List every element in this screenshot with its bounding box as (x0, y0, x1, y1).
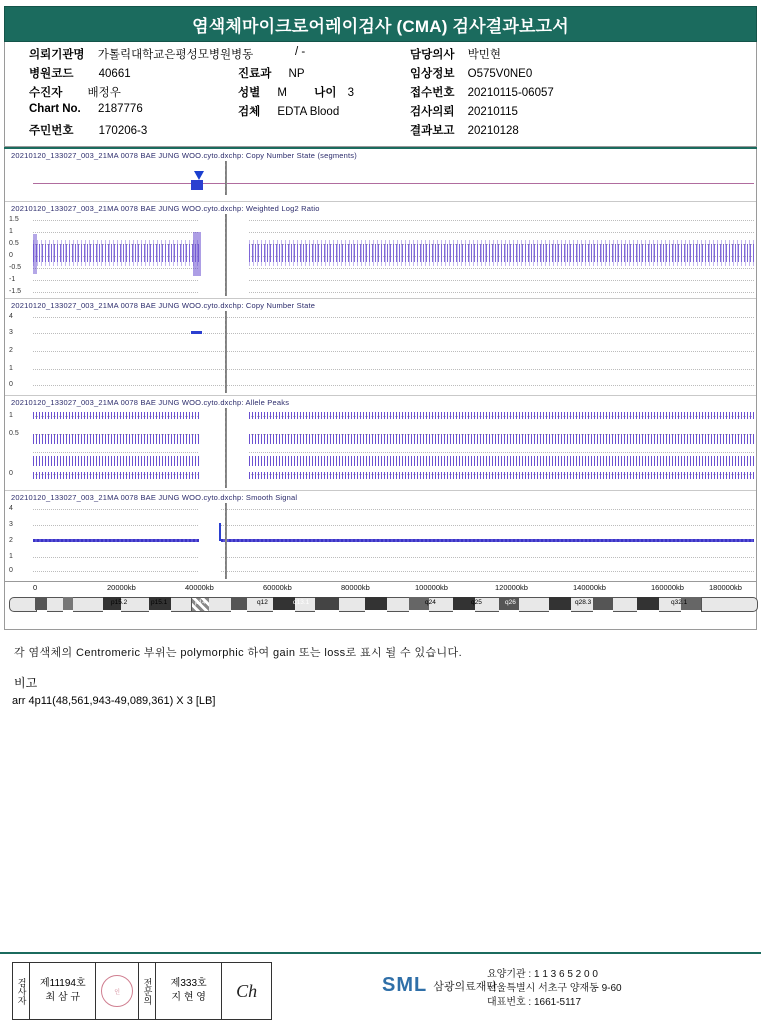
clinical-info-label: 임상정보 (410, 68, 455, 80)
panel-allele-peaks (5, 396, 756, 491)
panel-title-cn-segments: 20210120_133027_003_21MA 0078 BAE JUNG WOO.cyto.dxchp: Copy Number State (segments) (11, 151, 357, 160)
hospital-code-label: 병원코드 (29, 68, 74, 80)
institution-slash: / - (295, 46, 306, 58)
xtick-3: 60000kb (263, 583, 292, 592)
remark-label: 비고 (14, 676, 38, 690)
plot-allele (5, 408, 756, 488)
department-value: NP (288, 68, 305, 80)
specimen-label: 검체 (238, 106, 261, 118)
remark-value: arr 4p11(48,561,943-49,089,361) X 3 [LB] (12, 695, 216, 707)
doctor-label: 담당의사 (410, 49, 455, 61)
specialist-vertical-text: 전문의 (142, 977, 153, 1005)
yaxis-cn-state: 4 3 2 1 0 (9, 313, 13, 388)
ideo-label-q32-1: q32.1 (671, 599, 688, 606)
examiner-vertical-label (13, 963, 30, 1019)
x-axis (5, 581, 756, 595)
recipient-value: 배정우 (87, 87, 121, 99)
sml-logo-text: SML (382, 974, 428, 996)
panel-title-cn-state: 20210120_133027_003_21MA 0078 BAE JUNG WOO.cyto.dxchp: Copy Number State (11, 301, 316, 310)
examiner-license: 제11194호 (39, 978, 86, 989)
addr-line-2: 서울특별시 서초구 양재동 9-60 (487, 983, 622, 994)
report-title-bar (4, 6, 757, 42)
rrn-label: 주민번호 (29, 125, 74, 137)
microarray-chart (4, 149, 757, 630)
centromere-line-log2 (225, 214, 227, 296)
cn-state-gain-mark (191, 331, 202, 334)
ideo-label-q13-1: q13.1 (293, 599, 310, 606)
sml-logo-name: 삼광의료재단 (433, 980, 497, 993)
rrn-value: 170206-3 (98, 125, 148, 137)
lab-address (487, 968, 622, 1010)
page-title: 염색체마이크로어레이검사 (CMA) 검사결과보고서 (192, 16, 569, 36)
patient-info-block (4, 42, 757, 147)
department-label: 진료과 (238, 68, 272, 80)
xtick-7: 140000kb (573, 583, 606, 592)
ideo-label-p15-2: p15.2 (111, 599, 128, 606)
specialist-signature: Ch (236, 980, 258, 1001)
xtick-1: 20000kb (107, 583, 136, 592)
xtick-9: 180000kb (709, 583, 742, 592)
order-date-value: 20210115 (467, 106, 518, 118)
centromere-line-cn (225, 311, 227, 393)
panel-title-smooth: 20210120_133027_003_21MA 0078 BAE JUNG WOO.cyto.dxchp: Smooth Signal (11, 493, 298, 502)
lab-logo (382, 974, 497, 997)
chart-no-value: 2187776 (97, 103, 143, 115)
yaxis-allele: 1 0.5 0 (9, 412, 19, 477)
order-date-label: 검사의뢰 (410, 106, 455, 118)
specialist-license: 제333호 (170, 978, 207, 989)
plot-smooth (5, 503, 756, 579)
examiner-vertical-text: 검사자 (16, 977, 27, 1005)
specialist-name: 지 현 영 (171, 992, 206, 1003)
institution-label: 의뢰기관명 (29, 49, 85, 61)
addr-line-1: 요양기관 : 1 1 3 6 5 2 0 0 (487, 969, 598, 980)
panel-title-allele: 20210120_133027_003_21MA 0078 BAE JUNG WOO.cyto.dxchp: Allele Peaks (11, 398, 290, 407)
specimen-value: EDTA Blood (277, 106, 340, 118)
xtick-8: 160000kb (651, 583, 684, 592)
ideo-label-q24: q24 (425, 599, 436, 606)
examiner-info (30, 963, 96, 1019)
smooth-signal-trace (33, 503, 754, 579)
panel-weighted-log2-ratio (5, 202, 756, 299)
ideo-label-q28-3: q28.3 (575, 599, 592, 606)
stamp-icon: 인 (101, 975, 133, 1007)
chart-no-label: Chart No. (29, 103, 81, 115)
centromere-line (225, 161, 227, 195)
yaxis-log2: 1.5 1 0.5 0 -0.5 -1 -1.5 (9, 216, 22, 295)
report-date-label: 결과보고 (410, 125, 455, 137)
ideo-label-q12: q12 (257, 599, 268, 606)
cnv-segment-bar (191, 180, 203, 190)
ideo-label-p14: p14 (195, 599, 206, 606)
cnv-marker-icon (194, 171, 204, 180)
ideo-label-q25: q25 (471, 599, 482, 606)
clinical-info-value: O575V0NE0 (467, 68, 533, 80)
panel-copy-number-state (5, 299, 756, 396)
addr-line-3: 대표번호 : 1661-5117 (487, 997, 582, 1008)
plot-log2 (5, 214, 756, 296)
log2-scatter-cloud (33, 214, 754, 296)
panel-title-log2: 20210120_133027_003_21MA 0078 BAE JUNG WOO.cyto.dxchp: Weighted Log2 Ratio (11, 204, 320, 213)
signature-box (12, 962, 272, 1020)
examiner-name: 최 삼 규 (45, 992, 81, 1003)
specialist-info (156, 963, 222, 1019)
centromere-line-allele (225, 408, 227, 488)
ideo-label-q26: q26 (505, 599, 516, 606)
accession-label: 접수번호 (410, 87, 455, 99)
hospital-code-value: 40661 (98, 68, 131, 80)
xtick-6: 120000kb (495, 583, 528, 592)
panel-smooth-signal (5, 491, 756, 581)
xtick-2: 40000kb (185, 583, 214, 592)
report-footer (0, 952, 761, 1028)
specialist-vertical-label (139, 963, 156, 1019)
panel-copy-number-segments (5, 149, 756, 202)
plot-cn-segments (5, 161, 756, 195)
age-label: 나이 (314, 87, 337, 99)
yaxis-smooth: 4 3 2 1 0 (9, 505, 13, 574)
age-value: 3 (347, 87, 355, 99)
allele-bands (33, 408, 754, 488)
ideo-label-p15-1: p15.1 (151, 599, 168, 606)
recipient-label: 수진자 (29, 87, 63, 99)
centromere-line-smooth (225, 503, 227, 579)
xtick-5: 100000kb (415, 583, 448, 592)
examiner-stamp (96, 963, 139, 1019)
plot-cn-state (5, 311, 756, 393)
xtick-4: 80000kb (341, 583, 370, 592)
accession-value: 20210115-06057 (467, 87, 554, 99)
sex-value: M (277, 87, 288, 99)
centromere-note: 각 염색체의 Centromeric 부위는 polymorphic 하여 gain 또는 loss로 표시 될 수 있습니다. (14, 647, 463, 659)
chromosome-ideogram (5, 595, 756, 612)
xtick-0: 0 (33, 583, 38, 592)
doctor-value: 박민현 (467, 49, 501, 61)
institution-value: 가톨릭대학교은평성모병원병동 (97, 49, 254, 61)
report-date-value: 20210128 (467, 125, 519, 137)
sex-label: 성별 (238, 87, 261, 99)
